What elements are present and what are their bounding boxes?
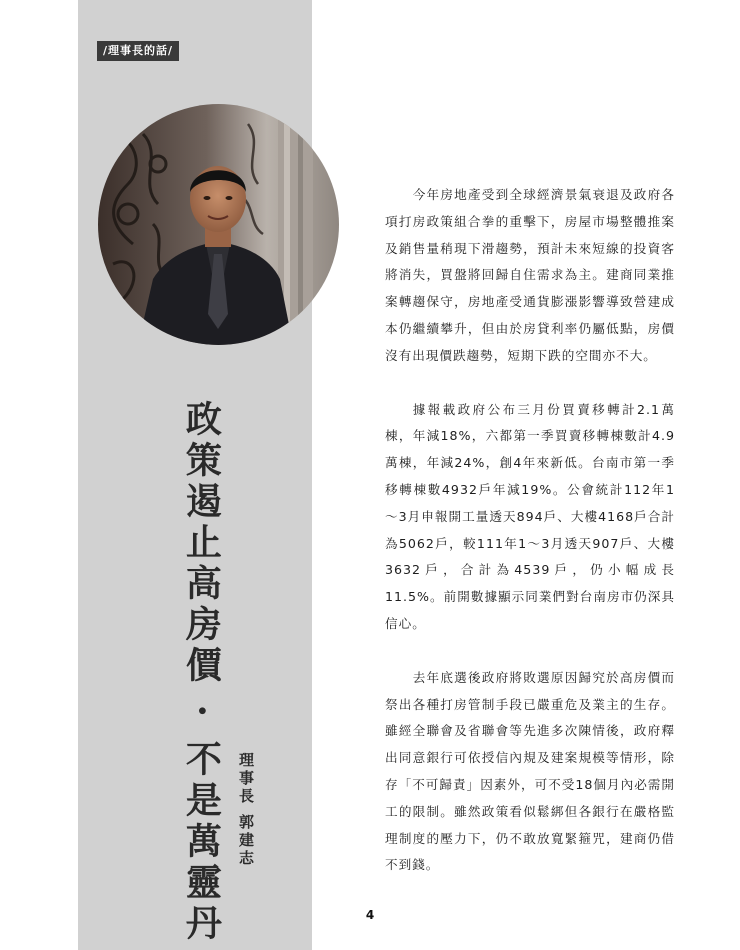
paragraph-3: 去年底選後政府將敗選原因歸究於高房價而祭出各種打房管制手段已嚴重危及業主的生存。雖經全聯會及省聯會等先進多次陳情後，政府釋出同意銀行可依授信內規及建案規模等情形，除存「不可歸責」因素外，可不受18個月內必需開工的限制。雖然政策看似鬆綁但各銀行在嚴格監理制度的壓力下，仍不敢放寬緊箍咒，建商仍借不到錢。 xyxy=(385,669,675,873)
author-byline xyxy=(236,752,257,868)
author-portrait xyxy=(98,104,339,345)
paragraph-2: 據報載政府公布三月份買賣移轉計2.1萬棟，年減18%，六都第一季買賣移轉棟數計4.9萬棟，年減24%，創4年來新低。台南市第一季移轉棟數4932戶年減19%。公會統計112年1～3月申報開工量透天894戶、大樓4168戶合計為5062戶，較111年1～3月透天907戶、大樓3632戶，合計為4539戶，仍小幅成長11.5%。前開數據顯示同業們對台南房市仍深具信心。 xyxy=(385,401,675,631)
paragraph-1: 今年房地產受到全球經濟景氣衰退及政府各項打房政策組合拳的重擊下，房屋市場整體推案及銷售量稍現下滑趨勢，預計未來短線的投資客將消失，買盤將回歸自住需求為主。建商同業推案轉趨保守，房地產受通貨膨漲影響導致營建成本仍繼續攀升，但由於房貸利率仍屬低點，房價沒有出現價跌趨勢，短期下跌的空間亦不大。 xyxy=(385,187,675,363)
page-number: 4 xyxy=(365,908,375,922)
article-body xyxy=(385,182,675,906)
section-tag: /理事長的話/ xyxy=(97,41,179,61)
author-role: 理事長 xyxy=(237,752,255,806)
author-name: 郭建志 xyxy=(237,814,255,868)
article-title: 政策遏止高房價 · 不是萬靈丹 xyxy=(180,400,223,945)
